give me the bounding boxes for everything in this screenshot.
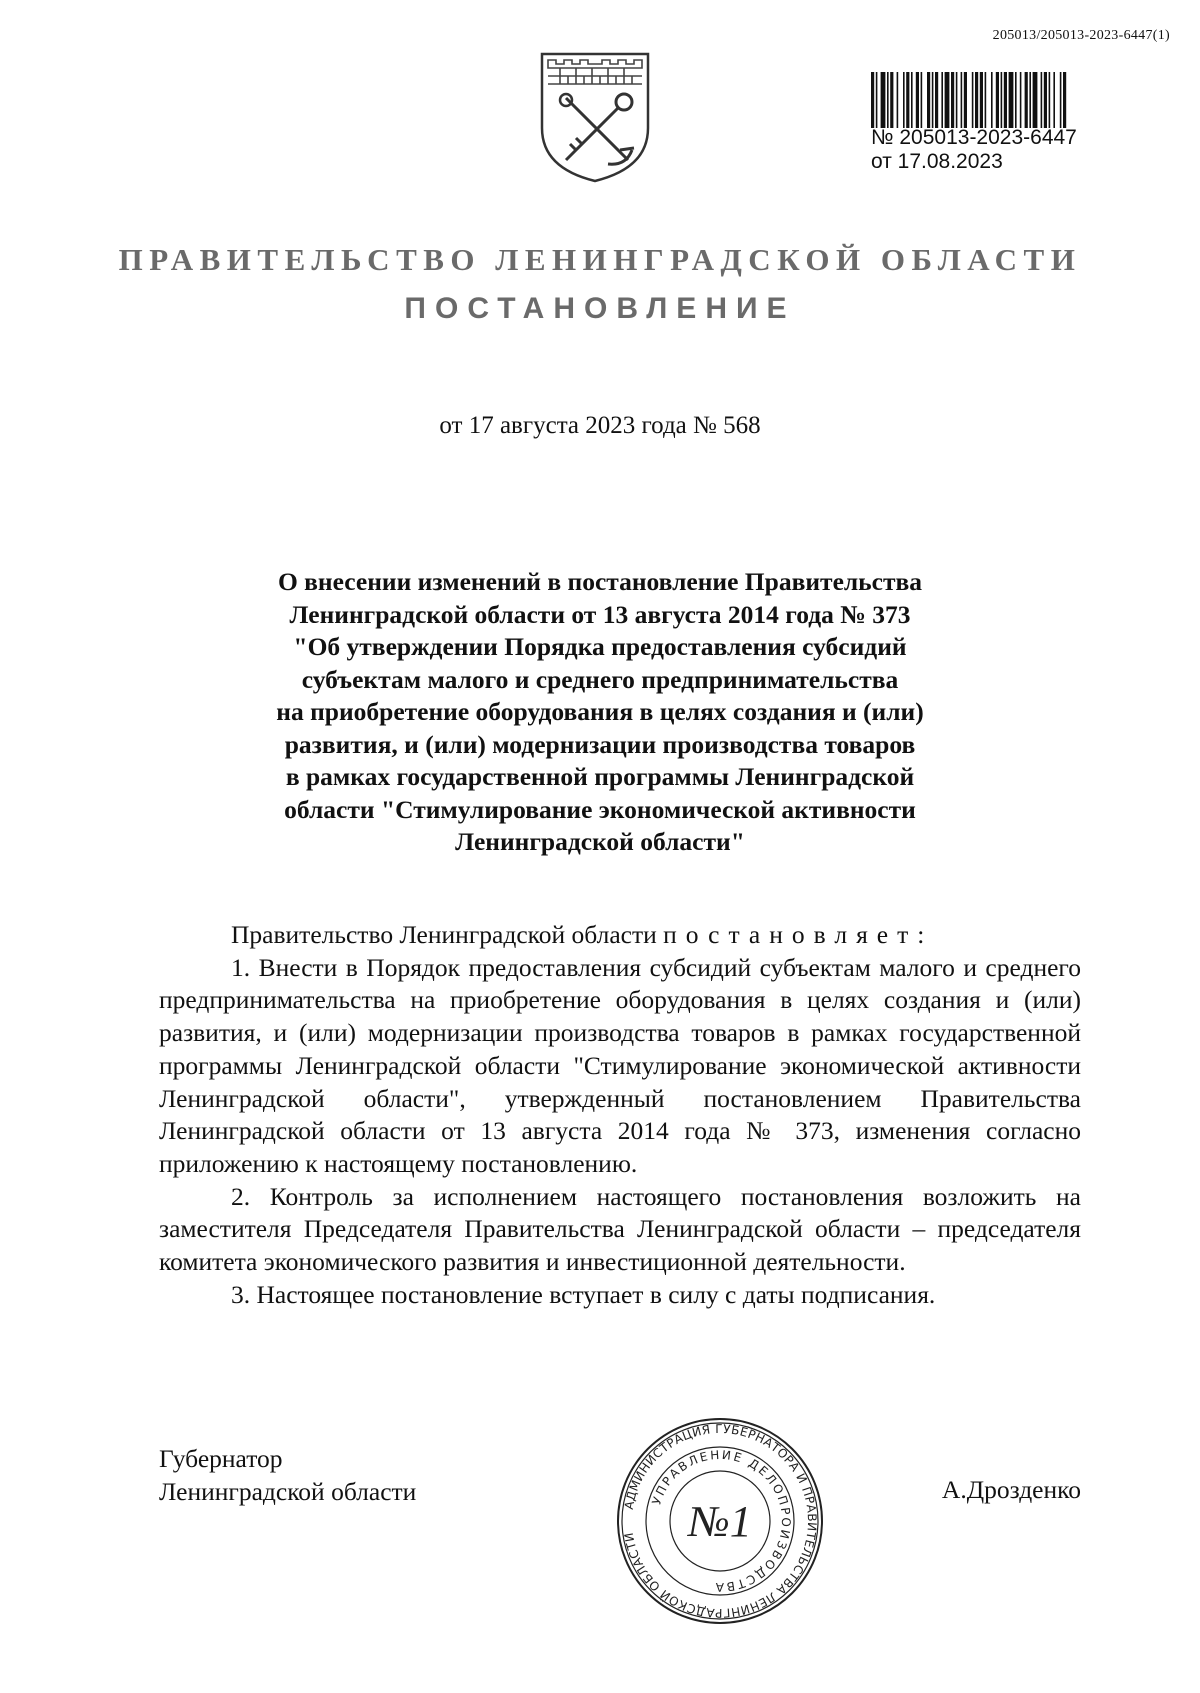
preamble-verb: постановляет: — [663, 920, 934, 949]
barcode-bar — [1033, 72, 1038, 128]
subject-line: "Об утверждении Порядка предоставления субсидий — [293, 632, 907, 661]
barcode-bar — [996, 72, 999, 128]
preamble — [159, 919, 1081, 952]
signatory-name: А.Дрозденко — [941, 1475, 1081, 1504]
barcode-bar — [1041, 72, 1043, 128]
barcode-bar — [1060, 72, 1062, 128]
decree-date-number: от 17 августа 2023 года № 568 — [439, 412, 761, 439]
svg-text:№1: №1 — [688, 1497, 752, 1546]
paragraph-2: 2. Контроль за исполнением настоящего постановления возложить на заместителя Председателя Правительства Ленинградской области – председателя комитета экономического развития и инвестиционной деятельности. — [159, 1181, 1081, 1277]
barcode-bar — [956, 72, 958, 128]
svg-text:УПРАВЛЕНИЕ ДЕЛОПРОИЗВОДСТВА: УПРАВЛЕНИЕ ДЕЛОПРОИЗВОДСТВА — [649, 1447, 794, 1595]
preamble-text: Правительство Ленинградской области — [231, 920, 664, 949]
document-id: 205013/205013-2023-6447(1) — [992, 28, 1170, 43]
subject-line: О внесении изменений в постановление Правительства — [277, 567, 923, 596]
barcode-bar — [1004, 72, 1007, 128]
barcode-bar — [906, 72, 909, 128]
barcode-bar — [975, 72, 978, 128]
paragraph-3: 3. Настоящее постановление вступает в силу с даты подписания. — [231, 1279, 936, 1309]
paragraph-1: 1. Внести в Порядок предоставления субсидий субъектам малого и среднего предпринимательства на приобретение оборудования в целях создания и (или) развития, и (или) модернизации производства товаров в рамках государственной программы Ленинградской области "Стимулирование экономической активности Ленинградской области", утвержденный постановлением Правительства Ленинградской области от 13 августа 2014 года № 373, изменения согласно приложению к настоящему постановлению. — [159, 952, 1081, 1178]
barcode-bar — [927, 72, 930, 128]
barcode-bar — [964, 72, 967, 128]
barcode-bar — [951, 72, 954, 128]
barcode-bar — [941, 72, 943, 128]
barcode-bar — [1063, 72, 1066, 128]
decree-subject — [220, 566, 980, 859]
barcode-bar — [871, 72, 874, 128]
barcode-bar — [903, 72, 905, 128]
barcode-bar — [1001, 72, 1003, 128]
subject-line: на приобретение оборудования в целях создания и (или) — [276, 697, 924, 726]
document-type: ПОСТАНОВЛЕНИЕ — [404, 292, 796, 325]
svg-text:АДМИНИСТРАЦИЯ ГУБЕРНАТОРА И ПР: АДМИНИСТРАЦИЯ ГУБЕРНАТОРА И ПРАВИТЕЛЬСТВА ЛЕНИНГРАДСКОЙ ОБЛАСТИ — [621, 1421, 820, 1621]
barcode-bar — [921, 72, 923, 128]
subject-line: Ленинградской области" — [455, 827, 745, 856]
barcode-bar — [887, 72, 889, 128]
barcode — [871, 72, 1129, 128]
barcode-bar — [1053, 72, 1055, 128]
barcode-bar — [876, 72, 878, 128]
official-stamp — [615, 1416, 825, 1626]
subject-line: субъектам малого и среднего предпринимательства — [301, 664, 899, 694]
subject-line: области "Стимулирование экономической активности — [284, 794, 916, 824]
barcode-bar — [1044, 72, 1047, 128]
barcode-bar — [1009, 72, 1014, 128]
subject-line: Ленинградской области от 13 августа 2014 года № 373 — [289, 599, 911, 629]
barcode-bar — [991, 72, 993, 128]
registration-number: № 205013-2023-6447 — [871, 126, 1077, 149]
coat-of-arms-icon — [536, 50, 654, 184]
subject-line: в рамках государственной программы Ленинградской — [285, 762, 915, 791]
decree-body — [159, 919, 1081, 1311]
barcode-bar — [935, 72, 938, 128]
barcode-bar — [985, 72, 987, 128]
barcode-bar — [1025, 72, 1028, 128]
government-title: ПРАВИТЕЛЬСТВО ЛЕНИНГРАДСКОЙ ОБЛАСТИ — [118, 242, 1082, 277]
barcode-bar — [972, 72, 974, 128]
barcode-bar — [911, 72, 913, 128]
barcode-bar — [1049, 72, 1051, 128]
barcode-bar — [961, 72, 963, 128]
barcode-bar — [916, 72, 919, 128]
signatory-title — [159, 1442, 416, 1508]
barcode-bar — [1029, 72, 1031, 128]
barcode-bar — [945, 72, 950, 128]
subject-line: развития, и (или) модернизации производства товаров — [284, 729, 916, 759]
barcode-bar — [1015, 72, 1017, 128]
signatory-title-line: Губернатор — [159, 1444, 283, 1473]
barcode-bar — [980, 72, 983, 128]
signatory-title-line: Ленинградской области — [159, 1477, 417, 1506]
barcode-bar — [890, 72, 893, 128]
barcode-bar — [932, 72, 934, 128]
barcode-bar — [1020, 72, 1022, 128]
barcode-bar — [897, 72, 899, 128]
registration-date: от 17.08.2023 — [871, 150, 1003, 173]
barcode-bar — [881, 72, 886, 128]
